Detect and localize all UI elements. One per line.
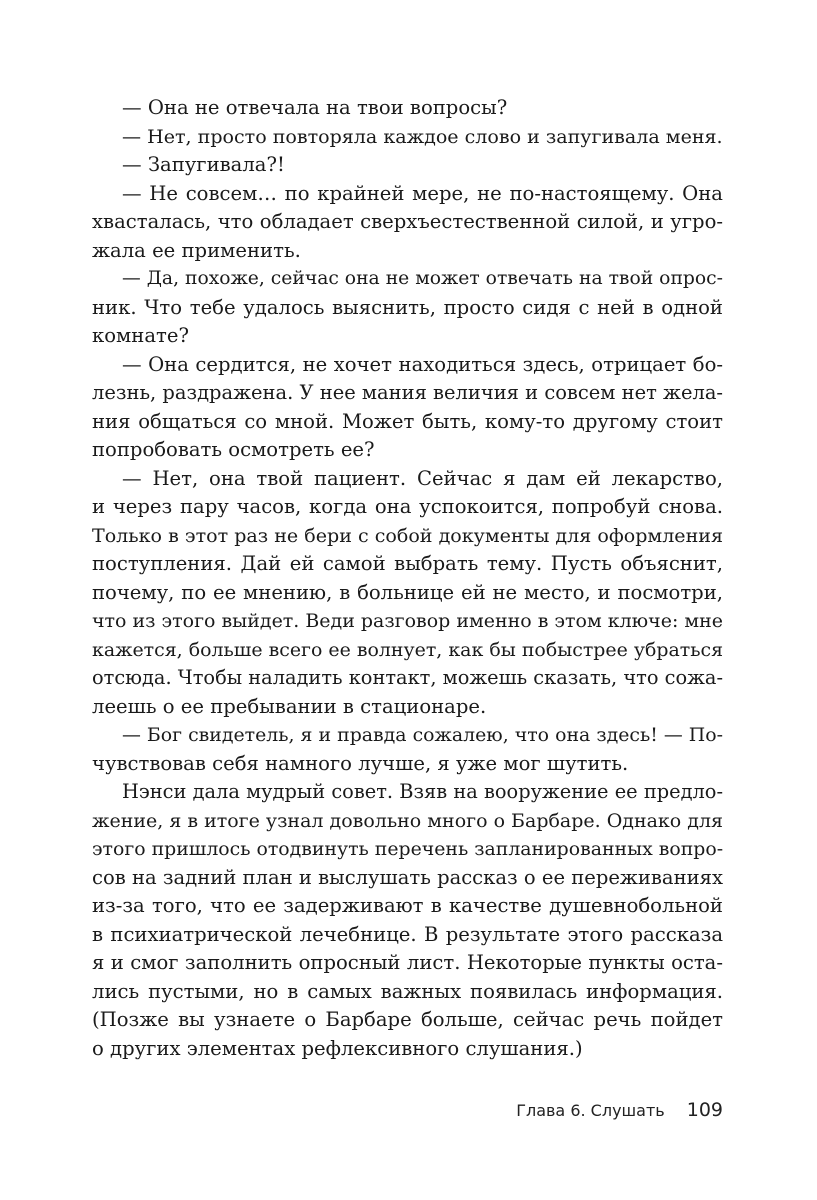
text-line: хвасталась, что обладает сверхъестественной силой, и угро- [92,210,723,233]
text-line: — Запугивала?! [122,153,285,176]
text-line: ник. Что тебе удалось выяснить, просто сидя с ней в одной [92,295,723,319]
text-line: — Да, похоже, сейчас она не может отвечать на твой опрос- [122,268,723,289]
text-line: я и смог заполнить опросный лист. Некоторые пункты оста- [92,951,723,974]
text-line: — Она сердится, не хочет находиться здесь, отрицает бо- [122,352,723,376]
text-line: о других элементах рефлексивного слушания.) [92,1036,583,1060]
text-line: лезнь, раздражена. У нее мания величия и совсем нет жела- [92,381,723,404]
text-line: Нэнси дала мудрый совет. Взяв на вооружение ее предло- [122,780,723,803]
text-line: кажется, больше всего ее волнует, как бы побыстрее убраться [92,638,723,661]
text-line: жала ее применить. [92,238,301,262]
page-number: 109 [686,1099,723,1121]
text-line: попробовать осмотреть ее? [92,438,375,461]
text-line: — Нет, просто повторяла каждое слово и запугивала меня. [122,125,723,148]
page-footer [516,1099,723,1121]
text-line: леешь о ее пребывании в стационаре. [92,694,487,718]
text-line: Только в этот раз не бери с собой документы для оформления [92,524,723,547]
text-line: из-за того, что ее задерживают в качестве душевнобольной [92,894,723,917]
text-line: сов на задний план и выслушать рассказ о ее переживаниях [92,865,723,889]
text-line: — Нет, она твой пациент. Сейчас я дам ей лекарство, [122,466,723,490]
text-line: этого пришлось отодвинуть перечень запланированных вопро- [92,838,724,860]
text-line: комнате? [92,324,189,347]
text-line: и через пару часов, когда она успокоится, попробуй снова. [92,495,723,518]
text-line: ния общаться со мной. Может быть, кому-то другому стоит [92,409,723,433]
text-line: в психиатрической лечебнице. В результате этого рассказа [92,922,723,946]
text-line: — Она не отвечала на твои вопросы? [122,96,508,119]
text-line: почему, по ее мнению, в больнице ей не место, и посмотри, [92,580,723,604]
text-line: жение, я в итоге узнал довольно много о Барбаре. Однако для [92,809,723,832]
page-body [92,94,723,1063]
text-line: — Бог свидетель, я и правда сожалею, что она здесь! — По- [122,724,723,746]
text-line: что из этого выйдет. Веди разговор именно в этом ключе: мне [92,610,723,632]
running-head: Глава 6. Слушать [516,1101,665,1120]
body-text [92,94,723,1063]
text-line: (Позже вы узнаете о Барбаре больше, сейчас речь пойдет [92,1008,723,1031]
text-line: лись пустыми, но в самых важных появилась информация. [92,979,723,1003]
text-line: чувствовав себя намного лучше, я уже мог шутить. [92,751,629,775]
text-line: поступления. Дай ей самой выбрать тему. Пусть объяснит, [92,552,723,575]
text-line: — Не совсем… по крайней мере, не по-настоящему. Она [122,181,723,205]
text-line: отсюда. Чтобы наладить контакт, можешь сказать, что сожа- [92,666,723,689]
